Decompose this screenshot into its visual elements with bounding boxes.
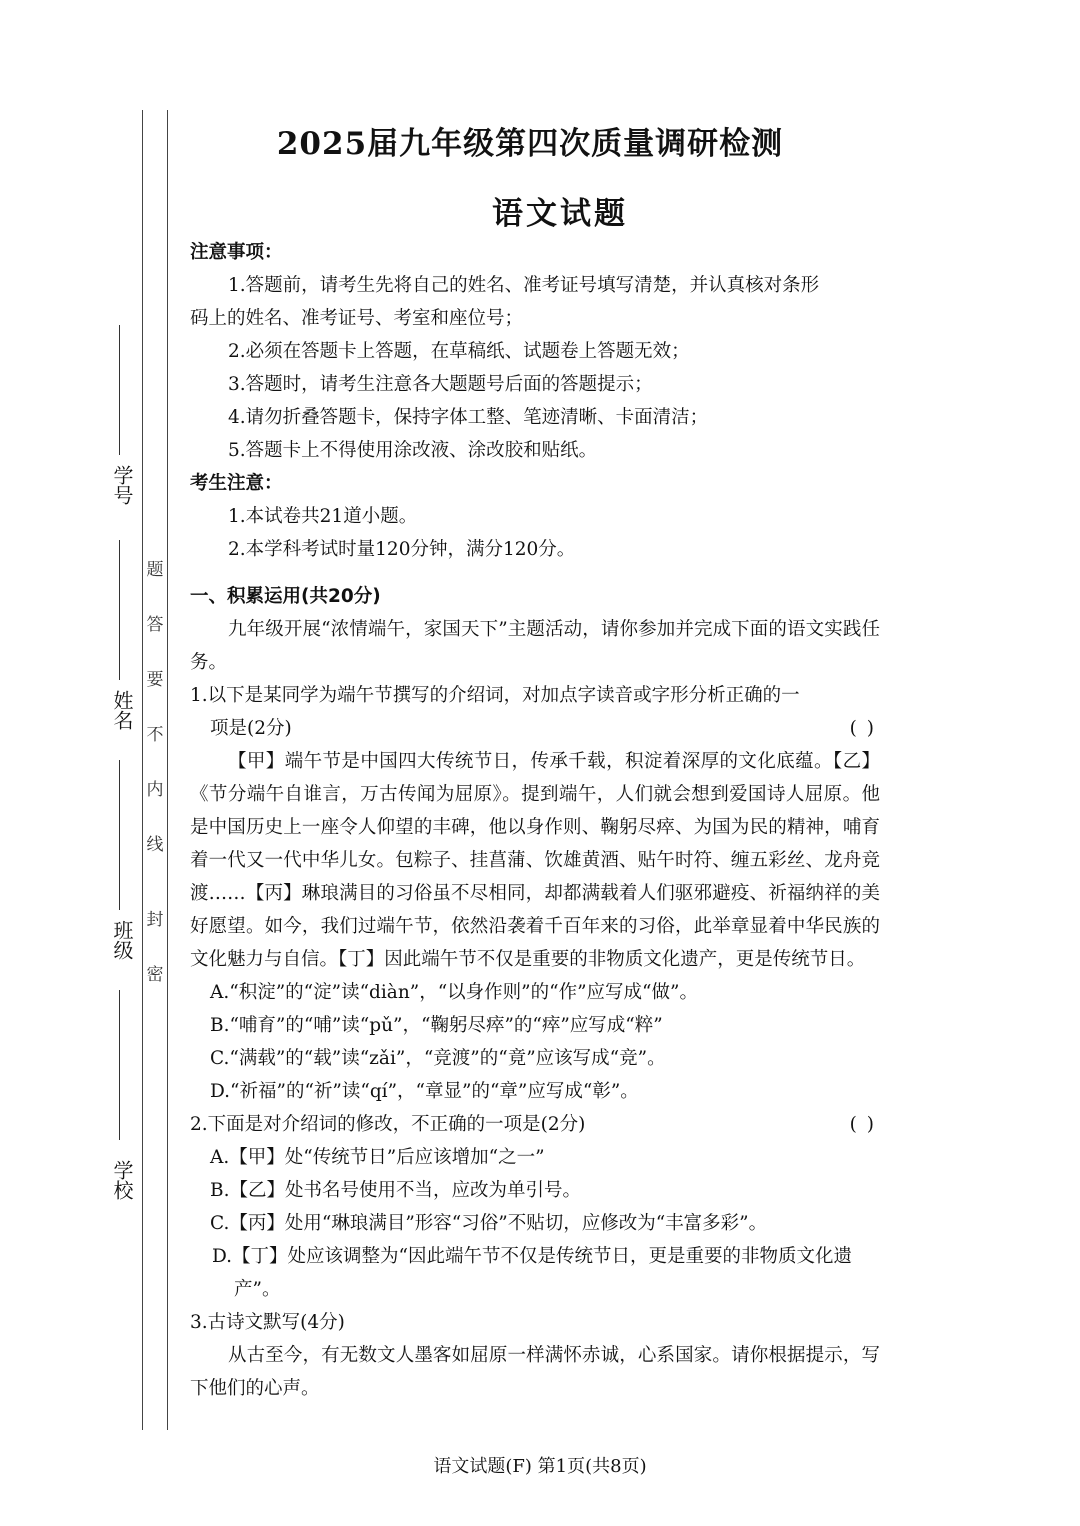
q2-stem: 2.下面是对介绍词的修改，不正确的一项是(2分): [190, 1114, 586, 1135]
seal-char: 答: [146, 615, 164, 635]
note-item: 4.请勿折叠答题卡，保持字体工整、笔迹清晰、卡面清洁；: [228, 407, 709, 428]
seal-char: 密: [146, 965, 164, 985]
seal-char: 题: [146, 560, 164, 580]
student-id-line: [119, 325, 120, 455]
name-line: [119, 540, 120, 680]
notes-heading: 注意事项：: [190, 242, 283, 263]
q1-option-c: C.“满载”的“载”读“zǎi”，“竞渡”的“竟”应该写成“竞”。: [210, 1048, 666, 1069]
seal-char: 线: [146, 835, 164, 855]
q2-option-b: B.【乙】处书名号使用不当，应改为单引号。: [210, 1180, 581, 1201]
exam-title: 2025届九年级第四次质量调研检测: [276, 126, 784, 162]
q2-option-a: A.【甲】处“传统节日”后应该增加“之一”: [210, 1147, 545, 1168]
note-item: 1.答题前，请考生先将自己的姓名、准考证号填写清楚，并认真核对条形: [228, 275, 820, 296]
section-intro: 九年级开展“浓情端午，家国天下”主题活动，请你参加并完成下面的语文实践任务。: [190, 619, 880, 673]
q1-passage: 【甲】端午节是中国四大传统节日，传承千载，积淀着深厚的文化底蕴。【乙】《节分端午自谁言，万古传闻为屈原》。提到端午，人们就会想到爱国诗人屈原。他是中国历史上一座令人仰望的丰碑，他以身作则、鞠躬尽瘁、为国为民的精神，哺育着一代又一代中华儿女。包粽子、挂菖蒲、饮雄黄酒、贴午时符、缠五彩丝、龙舟竞渡……【丙】琳琅满目的习俗虽不尽相同，却都满载着人们驱邪避疫、祈福纳祥的美好愿望。如今，我们过端午节，依然沿袭着千百年来的习俗，此举章显着中华民族的文化魅力与自信。【丁】因此端午节不仅是重要的非物质文化遗产，更是传统节日。: [190, 751, 880, 970]
student-id-label: 学号: [110, 465, 134, 505]
seal-char: 内: [146, 780, 164, 800]
note-item: 2.必须在答题卡上答题，在草稿纸、试题卷上答题无效；: [228, 341, 690, 362]
candidate-note-item: 1.本试卷共21道小题。: [228, 506, 418, 527]
q1-answer-paren: ( ): [849, 718, 876, 739]
q1-stem-row: [190, 712, 880, 745]
q2-stem-row: [190, 1108, 880, 1141]
name-label: 姓名: [110, 690, 134, 730]
seal-char: 不: [146, 725, 164, 745]
q1-stem-line1: 1.以下是某同学为端午节撰写的介绍词，对加点字读音或字形分析正确的一: [190, 685, 800, 706]
section-heading: 一、积累运用(共20分): [190, 586, 381, 607]
q3-text: 从古至今，有无数文人墨客如屈原一样满怀赤诚，心系国家。请你根据提示，写下他们的心声。: [190, 1345, 880, 1399]
candidate-notes-heading: 考生注意：: [190, 473, 283, 494]
seal-char: 要: [146, 670, 164, 690]
q2-option-d: D.【丁】处应该调整为“因此端午节不仅是传统节日，更是重要的非物质文化遗产”。: [212, 1246, 853, 1300]
school-label: 学校: [110, 1160, 134, 1200]
q1-stem-line2: 项是(2分): [210, 718, 292, 739]
page-footer: 语文试题(F) 第1页(共8页): [433, 1456, 647, 1477]
binding-line-outer: [142, 110, 143, 1430]
q1-option-a: A.“积淀”的“淀”读“diàn”，“以身作则”的“作”应写成“做”。: [210, 982, 698, 1003]
q1-option-d: D.“祈福”的“祈”读“qí”，“章显”的“章”应写成“彰”。: [210, 1081, 639, 1102]
school-line: [119, 990, 120, 1140]
note-item: 3.答题时，请考生注意各大题题号后面的答题提示；: [228, 374, 653, 395]
note-item: 码上的姓名、准考证号、考室和座位号；: [190, 308, 524, 329]
exam-content: [190, 236, 880, 1405]
q3-stem: 3.古诗文默写(4分): [190, 1312, 345, 1333]
exam-subtitle: 语文试题: [492, 196, 628, 232]
note-item: 5.答题卡上不得使用涂改液、涂改胶和贴纸。: [228, 440, 598, 461]
q1-option-b: B.“哺育”的“哺”读“pǔ”，“鞠躬尽瘁”的“瘁”应写成“粹”: [210, 1015, 663, 1036]
candidate-note-item: 2.本学科考试时量120分钟，满分120分。: [228, 539, 576, 560]
q2-answer-paren: ( ): [849, 1114, 876, 1135]
seal-char: 封: [146, 910, 164, 930]
class-line: [119, 760, 120, 910]
binding-line-inner: [167, 110, 168, 1430]
q2-option-c: C.【丙】处用“琳琅满目”形容“习俗”不贴切，应修改为“丰富多彩”。: [210, 1213, 768, 1234]
class-label: 班级: [110, 920, 134, 960]
